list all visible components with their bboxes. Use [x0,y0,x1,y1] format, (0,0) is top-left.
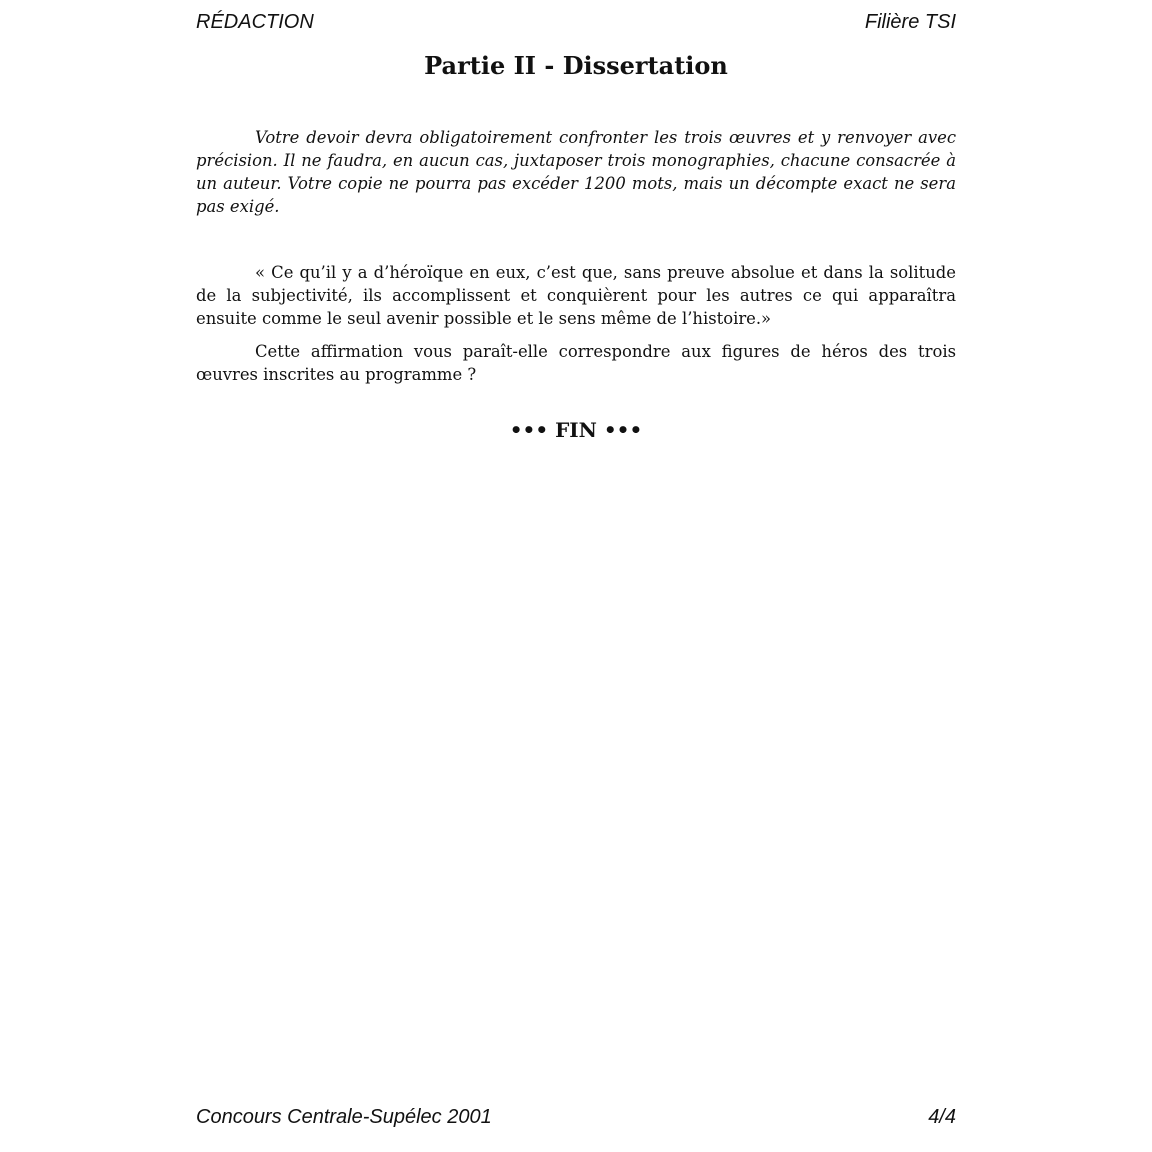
page-footer [196,1106,956,1132]
end-marker: ••• FIN ••• [509,418,643,442]
header-track: Filière TSI [864,11,956,33]
footer-exam-name: Concours Centrale-Supélec 2001 [196,1106,492,1128]
page-number: 4/4 [928,1106,956,1128]
document-page [196,0,956,1152]
page-title: Partie II - Dissertation [424,51,728,80]
page-header [196,11,956,37]
quote-paragraph: « Ce qu’il y a d’héroïque en eux, c’est que, sans preuve absolue et dans la solitude de la subjectivité, ils accomplissent et conquièrent pour les autres ce qui apparaîtra ensuite comme le seul avenir possible et le sens même de l’histoire.» [196,263,956,328]
instructions-paragraph: Votre devoir devra obligatoirement confronter les trois œuvres et y renvoyer avec précision. Il ne faudra, en aucun cas, juxtaposer trois monographies, chacune consacrée à un auteur. Votre copie ne pourra pas excéder 1200 mots, mais un décompte exact ne sera pas exigé. [196,128,956,216]
question-paragraph: Cette affirmation vous paraît-elle correspondre aux figures de héros des trois œuvres inscrites au programme ? [196,342,956,384]
header-subject: RÉDACTION [196,11,314,33]
